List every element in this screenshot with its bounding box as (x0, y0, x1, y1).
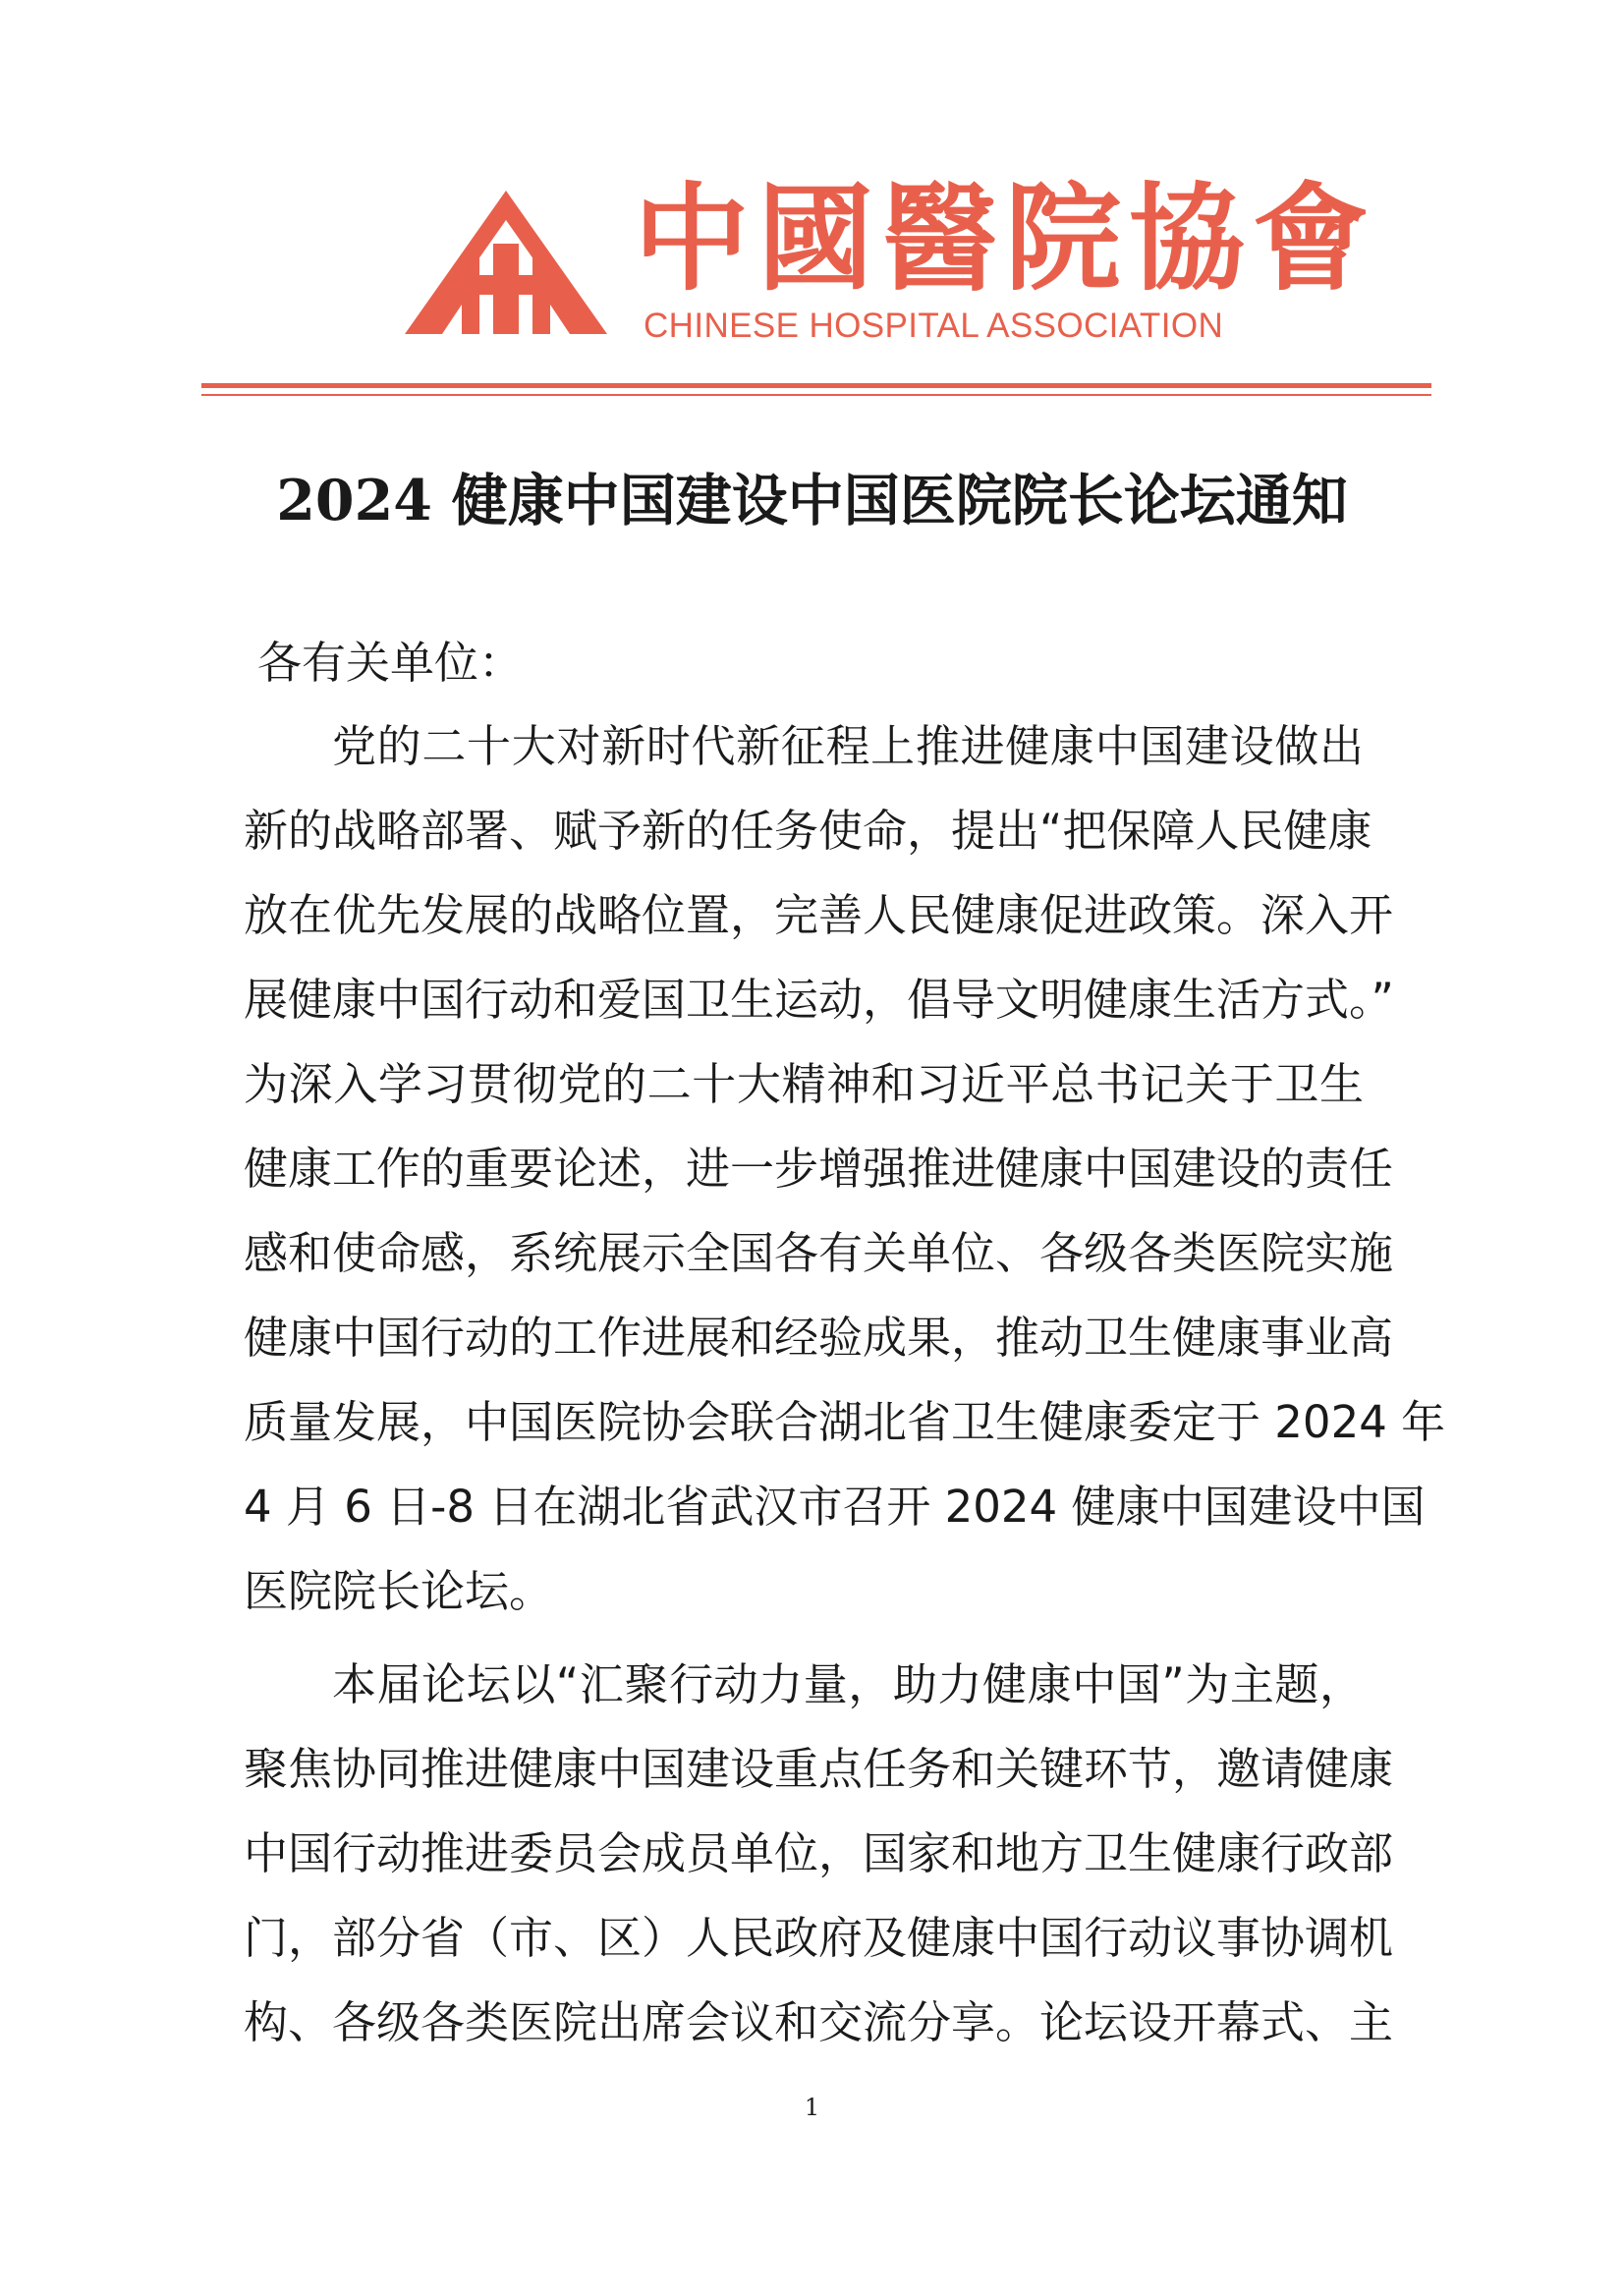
salutation: 各有关单位： (257, 637, 524, 689)
letterhead-rule-thin (201, 394, 1431, 396)
letterhead-rule-thick (201, 383, 1431, 388)
body-line: 4 月 6 日-8 日在湖北省武汉市召开 2024 健康中国建设中国 (244, 1481, 1426, 1533)
association-name-chinese: 中國醫院協會 (634, 170, 1377, 307)
body-line: 质量发展，中国医院协会联合湖北省卫生健康委定于 2024 年 (244, 1396, 1446, 1448)
body-line: 为深入学习贯彻党的二十大精神和习近平总书记关于卫生 (244, 1058, 1364, 1110)
hospital-association-emblem-icon (403, 189, 609, 336)
body-line: 感和使命感，系统展示全国各有关单位、各级各类医院实施 (244, 1227, 1394, 1279)
body-line: 中国行动推进委员会成员单位，国家和地方卫生健康行政部 (244, 1827, 1394, 1879)
association-name-english: CHINESE HOSPITAL ASSOCIATION (644, 307, 1224, 345)
body-line: 健康工作的重要论述，进一步增强推进健康中国建设的责任 (244, 1143, 1394, 1195)
body-line: 聚焦协同推进健康中国建设重点任务和关键环节，邀请健康 (244, 1743, 1394, 1795)
body-line: 放在优先发展的战略位置，完善人民健康促进政策。深入开 (244, 889, 1394, 941)
body-line: 构、各级各类医院出席会议和交流分享。论坛设开幕式、主 (244, 1996, 1394, 2048)
document-title: 2024 健康中国建设中国医院院长论坛通知 (276, 468, 1348, 533)
body-line: 新的战略部署、赋予新的任务使命，提出“把保障人民健康 (244, 805, 1372, 857)
body-line: 医院院长论坛。 (244, 1565, 554, 1617)
page-number: 1 (804, 2094, 820, 2121)
body-line: 展健康中国行动和爱国卫生运动，倡导文明健康生活方式。” (244, 974, 1394, 1026)
body-line: 门，部分省（市、区）人民政府及健康中国行动议事协调机 (244, 1912, 1394, 1964)
body-line: 本届论坛以“汇聚行动力量，助力健康中国”为主题， (332, 1658, 1364, 1710)
body-line: 党的二十大对新时代新征程上推进健康中国建设做出 (332, 720, 1364, 772)
body-line: 健康中国行动的工作进展和经验成果，推动卫生健康事业高 (244, 1312, 1394, 1364)
